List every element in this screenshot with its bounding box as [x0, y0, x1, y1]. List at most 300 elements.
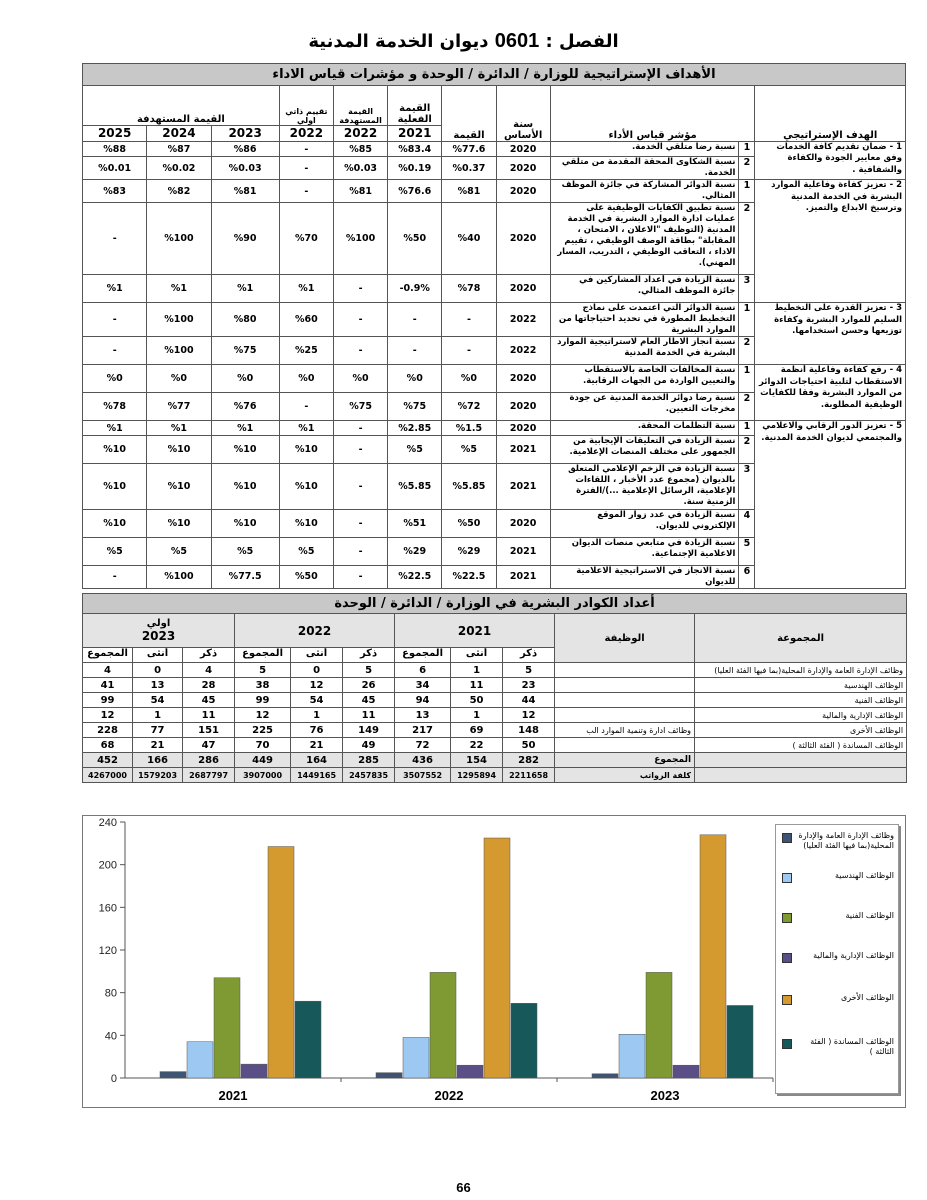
legend-swatch [782, 873, 792, 883]
staff-table [82, 593, 907, 783]
count-cell: 99 [235, 693, 291, 708]
count-cell: 50 [451, 693, 503, 708]
value-cell: %29 [442, 537, 496, 565]
target-2023-cell: %75 [211, 337, 279, 365]
y-tick-label: 0 [110, 1073, 117, 1085]
staff-total-row [83, 753, 907, 768]
actual-header: القيمة الفعلية [388, 86, 442, 126]
base-year-cell: 2020 [496, 421, 550, 436]
self-eval-cell: %70 [279, 203, 333, 275]
indicator-cell: نسبة رضا متلقي الخدمة. [550, 142, 739, 157]
count-cell: 34 [395, 678, 451, 693]
count-cell: 38 [235, 678, 291, 693]
count-cell: 151 [183, 723, 235, 738]
value-cell: %0.37 [442, 157, 496, 180]
chart-legend [775, 824, 899, 1094]
actual-cell: %29 [388, 537, 442, 565]
y-tick-label: 80 [104, 987, 117, 1000]
target-2023-cell: %10 [211, 464, 279, 509]
self-eval-cell: %60 [279, 303, 333, 337]
self-eval-cell: - [279, 393, 333, 421]
count-cell: 5 [343, 663, 395, 678]
count-cell: 47 [183, 738, 235, 753]
cost-cell: 3907000 [235, 768, 291, 783]
legend-label: الوظائف المساندة ( الفئة الثالثة ) [810, 1037, 894, 1056]
base-year-cell: 2021 [496, 537, 550, 565]
target-2023-cell: %0 [211, 365, 279, 393]
indicator-cell: نسبة الشكاوى المحقة المقدمة من متلقي الخدمة. [550, 157, 739, 180]
indicator-index: 3 [739, 275, 755, 303]
target-2025-cell: - [83, 337, 147, 365]
count-cell: 54 [133, 693, 183, 708]
target-2025-cell: %10 [83, 436, 147, 464]
legend-swatch [782, 1039, 792, 1049]
x-tick-label: 2022 [434, 1088, 464, 1103]
target-2024-cell: %82 [147, 180, 211, 203]
value-cell: %1.5 [442, 421, 496, 436]
base-year-cell: 2022 [496, 337, 550, 365]
count-cell: 11 [343, 708, 395, 723]
value-cell: - [442, 337, 496, 365]
actual-cell: %51 [388, 509, 442, 537]
count-cell: 0 [291, 663, 343, 678]
actual-cell: %76.6 [388, 180, 442, 203]
value-cell: %50 [442, 509, 496, 537]
indicator-index: 4 [739, 509, 755, 537]
count-cell: 44 [503, 693, 555, 708]
self-eval-cell: %0 [279, 365, 333, 393]
bar [592, 1074, 618, 1078]
staff-row [83, 663, 907, 678]
base-year-cell: 2020 [496, 157, 550, 180]
target-2023-cell: %81 [211, 180, 279, 203]
bar [187, 1042, 213, 1078]
count-cell: 94 [395, 693, 451, 708]
indicator-index: 2 [739, 436, 755, 464]
total-cell: 452 [83, 753, 133, 768]
group-cell: الوظائف الفنية [695, 693, 907, 708]
target-2024-cell: %77 [147, 393, 211, 421]
job-cell: وظائف ادارة وتنمية الموارد الب [555, 723, 695, 738]
y-tick-label: 240 [98, 817, 117, 829]
count-cell: 12 [503, 708, 555, 723]
legend-label: الوظائف الهندسية [834, 871, 894, 880]
total-cell: 436 [395, 753, 451, 768]
target-2024-cell: %10 [147, 436, 211, 464]
y-tick-label: 120 [98, 945, 117, 957]
target-2025-cell: %5 [83, 537, 147, 565]
count-cell: 45 [343, 693, 395, 708]
legend-item [782, 951, 894, 963]
base-year-cell: 2022 [496, 303, 550, 337]
y-tick-label: 200 [98, 859, 117, 872]
female-2021: أنثى [451, 648, 503, 663]
count-cell: 1 [291, 708, 343, 723]
count-cell: 217 [395, 723, 451, 738]
target-2025-cell: %88 [83, 142, 147, 157]
total-2023: المجموع [83, 648, 133, 663]
count-cell: 68 [83, 738, 133, 753]
count-cell: 1 [451, 663, 503, 678]
target-2024-cell: %10 [147, 509, 211, 537]
indicator-index: 1 [739, 365, 755, 393]
legend-item [782, 911, 894, 923]
year-self-eval: 2022 [279, 126, 333, 142]
count-cell: 13 [133, 678, 183, 693]
count-cell: 11 [183, 708, 235, 723]
target-2025-cell: - [83, 565, 147, 588]
actual-cell: %2.85 [388, 421, 442, 436]
target-2024-cell: %100 [147, 303, 211, 337]
goal-cell: 2 - تعزيز كفاءة وفاعلية الموارد البشرية في الخدمة المدنية وترسيخ الابداع والتميز. [755, 180, 906, 303]
count-cell: 21 [291, 738, 343, 753]
indicator-index: 2 [739, 337, 755, 365]
bar [160, 1072, 186, 1078]
goal-header: الهدف الإستراتيجي [755, 86, 906, 142]
group-cell: الوظائف الهندسية [695, 678, 907, 693]
legend-swatch [782, 995, 792, 1005]
target-2023-cell: %77.5 [211, 565, 279, 588]
count-cell: 6 [395, 663, 451, 678]
total-cell: 166 [133, 753, 183, 768]
kpi-row [83, 365, 906, 393]
total-cell: 285 [343, 753, 395, 768]
indicator-index: 2 [739, 393, 755, 421]
indicator-cell: نسبة الزيادة في عدد زوار الموقع الإلكتروني للديوان. [550, 509, 739, 537]
target-2023-cell: %10 [211, 436, 279, 464]
expected-cell: %100 [333, 203, 387, 275]
actual-cell: %75 [388, 393, 442, 421]
indicator-cell: نسبة المخالفات الخاصة بالاستقطاب والتعيين الواردة من الجهات الرقابية. [550, 365, 739, 393]
job-cell [555, 708, 695, 723]
value-cell: %78 [442, 275, 496, 303]
self-eval-cell: %50 [279, 565, 333, 588]
staff-row [83, 738, 907, 753]
female-2022: أنثى [291, 648, 343, 663]
value-cell: %81 [442, 180, 496, 203]
y-tick-label: 40 [104, 1030, 117, 1043]
count-cell: 12 [291, 678, 343, 693]
cost-cell: 2687797 [183, 768, 235, 783]
male-2023: ذكر [183, 648, 235, 663]
target-2024-cell: %0.02 [147, 157, 211, 180]
target-2024-cell: %5 [147, 537, 211, 565]
cost-cell: 1579203 [133, 768, 183, 783]
self-eval-cell: %5 [279, 537, 333, 565]
target-2025-cell: %0.01 [83, 157, 147, 180]
count-cell: 77 [133, 723, 183, 738]
total-cell: 286 [183, 753, 235, 768]
legend-item [782, 871, 894, 883]
count-cell: 148 [503, 723, 555, 738]
goal-cell: 1 - ضمان تقديم كافة الخدمات وفق معايير الجودة والكفاءة والشفافية . [755, 142, 906, 180]
count-cell: 26 [343, 678, 395, 693]
cost-cell: 1295894 [451, 768, 503, 783]
expected-header: القيمة المستهدفة [333, 86, 387, 126]
bar [511, 1003, 537, 1078]
actual-cell: - [388, 303, 442, 337]
count-cell: 4 [183, 663, 235, 678]
count-cell: 76 [291, 723, 343, 738]
title-name: ديوان الخدمة المدنية [308, 31, 489, 52]
actual-cell: %22.5 [388, 565, 442, 588]
total-label-spacer [695, 753, 907, 768]
bar [268, 847, 294, 1078]
total-cell: 449 [235, 753, 291, 768]
count-cell: 13 [395, 708, 451, 723]
indicator-cell: نسبة الزيادة في متابعي منصات الديوان الاعلامية الإجتماعية. [550, 537, 739, 565]
actual-cell: - [388, 337, 442, 365]
actual-cell: %83.4 [388, 142, 442, 157]
expected-cell: %0 [333, 365, 387, 393]
indicator-cell: نسبة الزيادة في التعليقات الإيجابية من الجمهور على مختلف المنصات الإعلامية. [550, 436, 739, 464]
bar [619, 1034, 645, 1078]
goal-cell: 3 - تعزيز القدرة على التخطيط السليم للموارد البشرية وكفاءة توزيعها وحسن استخدامها. [755, 303, 906, 365]
cost-cell: 3507552 [395, 768, 451, 783]
x-tick-label: 2023 [650, 1088, 680, 1103]
target-2025-cell: %83 [83, 180, 147, 203]
count-cell: 228 [83, 723, 133, 738]
count-cell: 11 [451, 678, 503, 693]
value-cell: %0 [442, 365, 496, 393]
count-cell: 49 [343, 738, 395, 753]
indicator-index: 6 [739, 565, 755, 588]
total-2022: المجموع [235, 648, 291, 663]
kpi-body [83, 142, 906, 589]
staff-row [83, 708, 907, 723]
value-cell: %22.5 [442, 565, 496, 588]
bar [700, 835, 726, 1078]
indicator-index: 1 [739, 303, 755, 337]
count-cell: 12 [235, 708, 291, 723]
bar [430, 972, 456, 1078]
self-eval-cell: %1 [279, 275, 333, 303]
target-2023-cell: %10 [211, 509, 279, 537]
chapter-number: 0601 [494, 30, 540, 52]
goal-cell: 5 - تعزيز الدور الرقابي والاعلامي والمجتمعي لديوان الخدمة المدنية. [755, 421, 906, 588]
kpi-row [83, 421, 906, 436]
total-cell: 282 [503, 753, 555, 768]
bar [376, 1073, 402, 1078]
target-2025-cell: %1 [83, 421, 147, 436]
base-year-cell: 2020 [496, 365, 550, 393]
count-cell: 99 [83, 693, 133, 708]
base-year-cell: 2020 [496, 393, 550, 421]
value-cell: %5.85 [442, 464, 496, 509]
count-cell: 1 [133, 708, 183, 723]
indicator-index: 2 [739, 157, 755, 180]
year-target-2: 2024 [147, 126, 211, 142]
expected-cell: - [333, 421, 387, 436]
job-cell [555, 738, 695, 753]
year-expected: 2022 [333, 126, 387, 142]
year-target-3: 2025 [83, 126, 147, 142]
group-cell: الوظائف الأخرى [695, 723, 907, 738]
base-year-cell: 2020 [496, 275, 550, 303]
target-2024-cell: %10 [147, 464, 211, 509]
cost-cell: 4267000 [83, 768, 133, 783]
indicator-cell: نسبة تطبيق الكفايات الوظيفية على عمليات ادارة الموارد البشرية في الخدمة المدنية (التوظيف "الاعلان ، الامتحان ، المقابلة" بطاقة الوصف الوظيفي ، تقييم الاداء ، التعاقب الوظيفي ، التدريب، المسار المهني). [550, 203, 739, 275]
target-2023-cell: %90 [211, 203, 279, 275]
indicator-cell: نسبة الدوائر المشاركة في جائزة الموظف المثالي. [550, 180, 739, 203]
count-cell: 5 [503, 663, 555, 678]
self-eval-header: تقييم ذاتي اولي [279, 86, 333, 126]
target-2024-cell: %87 [147, 142, 211, 157]
indicator-cell: نسبة رضا دوائر الخدمة المدنية عن جودة مخرجات التعيين. [550, 393, 739, 421]
self-eval-cell: %10 [279, 464, 333, 509]
indicator-cell: نسبة الدوائر التي اعتمدت على نماذج التخطيط المطورة في تحديد احتياجاتها من الموارد البشرية [550, 303, 739, 337]
target-2023-cell: %86 [211, 142, 279, 157]
base-year-cell: 2020 [496, 142, 550, 157]
expected-cell: - [333, 537, 387, 565]
kpi-row [83, 303, 906, 337]
target-2025-cell: %78 [83, 393, 147, 421]
group-cell: الوظائف الإدارية والمالية [695, 708, 907, 723]
bar [646, 972, 672, 1078]
expected-cell: - [333, 565, 387, 588]
male-2022: ذكر [343, 648, 395, 663]
cost-label-spacer [695, 768, 907, 783]
job-cell [555, 678, 695, 693]
indicator-index: 5 [739, 537, 755, 565]
year-2023-label: 2023 [141, 629, 176, 643]
year-2022-header: 2022 [235, 614, 395, 648]
self-eval-cell: %10 [279, 509, 333, 537]
target-2023-cell: %0.03 [211, 157, 279, 180]
total-cell: 154 [451, 753, 503, 768]
count-cell: 41 [83, 678, 133, 693]
target-2024-cell: %100 [147, 203, 211, 275]
indicator-index: 2 [739, 203, 755, 275]
x-tick-label: 2021 [218, 1088, 248, 1103]
actual-cell: %5 [388, 436, 442, 464]
target-2025-cell: %0 [83, 365, 147, 393]
total-cell: 164 [291, 753, 343, 768]
year-2023-note: اولي [146, 618, 171, 629]
indicator-cell: نسبة الزيادة في أعداد المشاركين في جائزة الموظف المثالي. [550, 275, 739, 303]
target-2024-cell: %0 [147, 365, 211, 393]
legend-swatch [782, 833, 792, 843]
indicator-cell: نسبة انجاز الاطار العام لاستراتيجية الموارد البشرية في الخدمة المدنية [550, 337, 739, 365]
legend-swatch [782, 953, 792, 963]
base-year-header: سنة الأساس [496, 86, 550, 142]
count-cell: 22 [451, 738, 503, 753]
kpi-table [82, 63, 906, 589]
bar [241, 1064, 267, 1078]
base-year-cell: 2021 [496, 436, 550, 464]
legend-label: الوظائف الفنية [845, 911, 894, 920]
self-eval-cell: %25 [279, 337, 333, 365]
bar [295, 1001, 321, 1078]
value-cell: %40 [442, 203, 496, 275]
value-cell: %72 [442, 393, 496, 421]
bar [484, 838, 510, 1078]
indicator-index: 1 [739, 142, 755, 157]
y-tick-label: 160 [98, 902, 117, 915]
self-eval-cell: %1 [279, 421, 333, 436]
indicator-index: 1 [739, 421, 755, 436]
legend-item [782, 1037, 894, 1057]
indicator-header: مؤشر قياس الأداء [550, 86, 755, 142]
job-header: الوظيفة [555, 614, 695, 663]
actual-cell: 0.9%- [388, 275, 442, 303]
page-number: 66 [456, 1180, 471, 1195]
goal-cell: 4 - رفع كفاءة وفاعلية أنظمة الاستقطاب لتلبية احتياجات الدوائر من الموارد البشرية وفقا للكفايات الوظيفية المطلوبة. [755, 365, 906, 421]
target-2023-cell: %80 [211, 303, 279, 337]
kpi-row [83, 142, 906, 157]
bar [673, 1065, 699, 1078]
expected-cell: - [333, 464, 387, 509]
total-label: المجموع [555, 753, 695, 768]
staff-cost-row [83, 768, 907, 783]
staff-row [83, 678, 907, 693]
expected-cell: - [333, 275, 387, 303]
expected-cell: - [333, 436, 387, 464]
expected-cell: - [333, 509, 387, 537]
expected-cell: %85 [333, 142, 387, 157]
staff-bar-chart [82, 815, 906, 1108]
expected-cell: - [333, 337, 387, 365]
count-cell: 28 [183, 678, 235, 693]
legend-label: الوظائف الأخرى [840, 993, 894, 1002]
actual-cell: %5.85 [388, 464, 442, 509]
value-header: القيمة [442, 86, 496, 142]
target-header: القيمة المستهدفة [83, 86, 280, 126]
target-2025-cell: - [83, 303, 147, 337]
bar [403, 1037, 429, 1078]
target-2024-cell: %100 [147, 565, 211, 588]
count-cell: 54 [291, 693, 343, 708]
base-year-cell: 2020 [496, 180, 550, 203]
count-cell: 23 [503, 678, 555, 693]
bar [214, 978, 240, 1078]
count-cell: 0 [133, 663, 183, 678]
indicator-index: 3 [739, 464, 755, 509]
staff-row [83, 693, 907, 708]
job-cell [555, 663, 695, 678]
actual-cell: %0 [388, 365, 442, 393]
base-year-cell: 2021 [496, 565, 550, 588]
cost-cell: 1449165 [291, 768, 343, 783]
expected-cell: - [333, 303, 387, 337]
count-cell: 72 [395, 738, 451, 753]
self-eval-cell: - [279, 180, 333, 203]
count-cell: 12 [83, 708, 133, 723]
page-title [0, 30, 927, 53]
title-prefix: الفصل : [545, 31, 619, 52]
count-cell: 225 [235, 723, 291, 738]
target-2023-cell: %1 [211, 421, 279, 436]
count-cell: 70 [235, 738, 291, 753]
count-cell: 50 [503, 738, 555, 753]
bar [727, 1005, 753, 1078]
kpi-row [83, 180, 906, 203]
total-2021: المجموع [395, 648, 451, 663]
count-cell: 1 [451, 708, 503, 723]
count-cell: 45 [183, 693, 235, 708]
year-target-1: 2023 [211, 126, 279, 142]
indicator-cell: نسبة التظلمات المحقة. [550, 421, 739, 436]
expected-cell: %75 [333, 393, 387, 421]
group-cell: وظائف الإدارة العامة والإدارة المحلية(بما فيها الفئة العليا) [695, 663, 907, 678]
cost-cell: 2211658 [503, 768, 555, 783]
target-2023-cell: %5 [211, 537, 279, 565]
value-cell: - [442, 303, 496, 337]
year-2021-header: 2021 [395, 614, 555, 648]
legend-swatch [782, 913, 792, 923]
legend-label: الوظائف الإدارية والمالية [813, 951, 894, 960]
count-cell: 5 [235, 663, 291, 678]
